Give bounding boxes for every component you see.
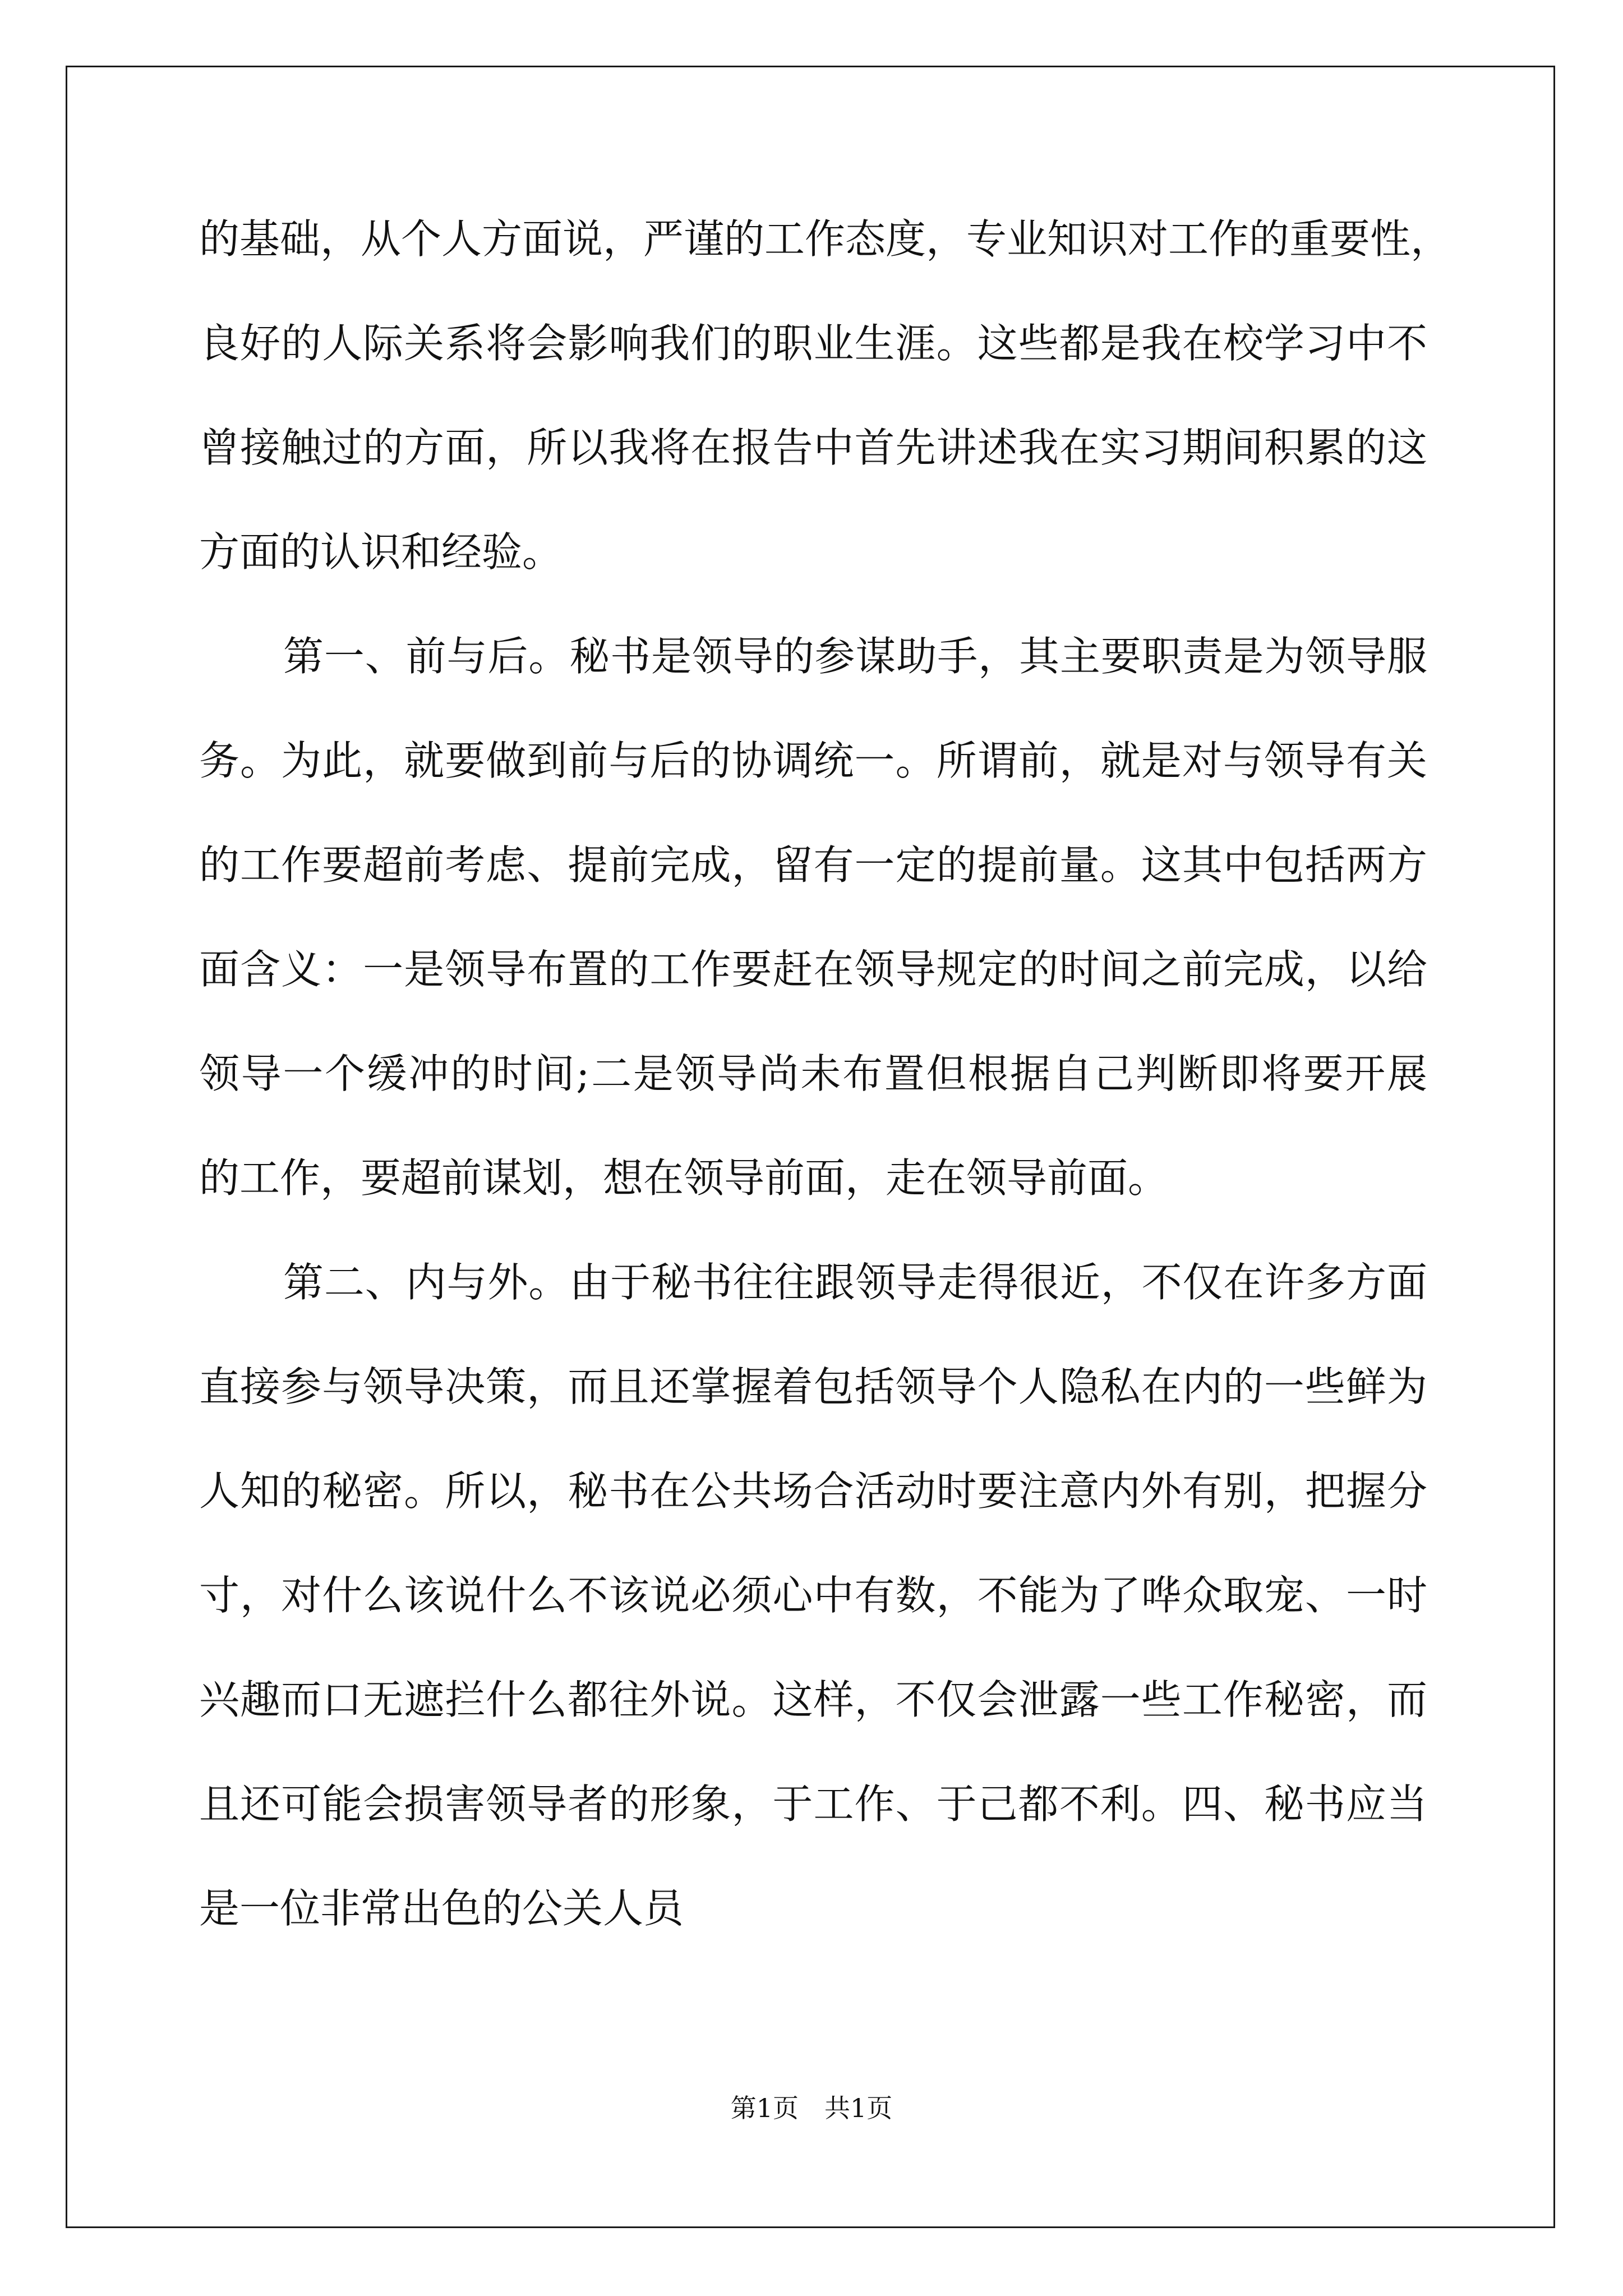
text-line: 领导一个缓冲的时间;二是领导尚未布置但根据自己判断即将要开展 [199, 1050, 1427, 1097]
text-line: 曾接触过的方面，所以我将在报告中首先讲述我在实习期间积累的这 [199, 424, 1427, 471]
text-line: 的工作，要超前谋划，想在领导前面，走在领导前面。 [199, 1154, 1169, 1202]
text-line: 且还可能会损害领导者的形象，于工作、于己都不利。四、秘书应当 [199, 1780, 1427, 1828]
document-body [199, 215, 1451, 1993]
page-footer: 第1页 共1页 [730, 2093, 893, 2123]
text-line: 兴趣而口无遮拦什么都往外说。这样，不仅会泄露一些工作秘密，而 [199, 1676, 1427, 1723]
text-line: 面含义：一是领导布置的工作要赶在领导规定的时间之前完成，以给 [199, 946, 1427, 993]
text-line: 良好的人际关系将会影响我们的职业生涯。这些都是我在校学习中不 [199, 320, 1427, 367]
text-line: 第一、前与后。秘书是领导的参谋助手，其主要职责是为领导服 [283, 633, 1427, 680]
text-line: 直接参与领导决策，而且还掌握着包括领导个人隐私在内的一些鲜为 [199, 1363, 1427, 1410]
text-line: 寸，对什么该说什么不该说必须心中有数，不能为了哗众取宠、一时 [199, 1572, 1427, 1619]
text-line: 务。为此，就要做到前与后的协调统一。所谓前，就是对与领导有关 [199, 737, 1427, 784]
text-line: 的工作要超前考虑、提前完成，留有一定的提前量。这其中包括两方 [199, 841, 1427, 889]
text-line: 第二、内与外。由于秘书往往跟领导走得很近，不仅在许多方面 [283, 1259, 1427, 1306]
text-line: 是一位非常出色的公关人员 [199, 1885, 684, 1932]
text-line: 人知的秘密。所以，秘书在公共场合活动时要注意内外有别，把握分 [199, 1467, 1427, 1515]
text-line: 方面的认识和经验。 [199, 528, 563, 576]
text-line: 的基础，从个人方面说，严谨的工作态度，专业知识对工作的重要性， [199, 215, 1451, 263]
